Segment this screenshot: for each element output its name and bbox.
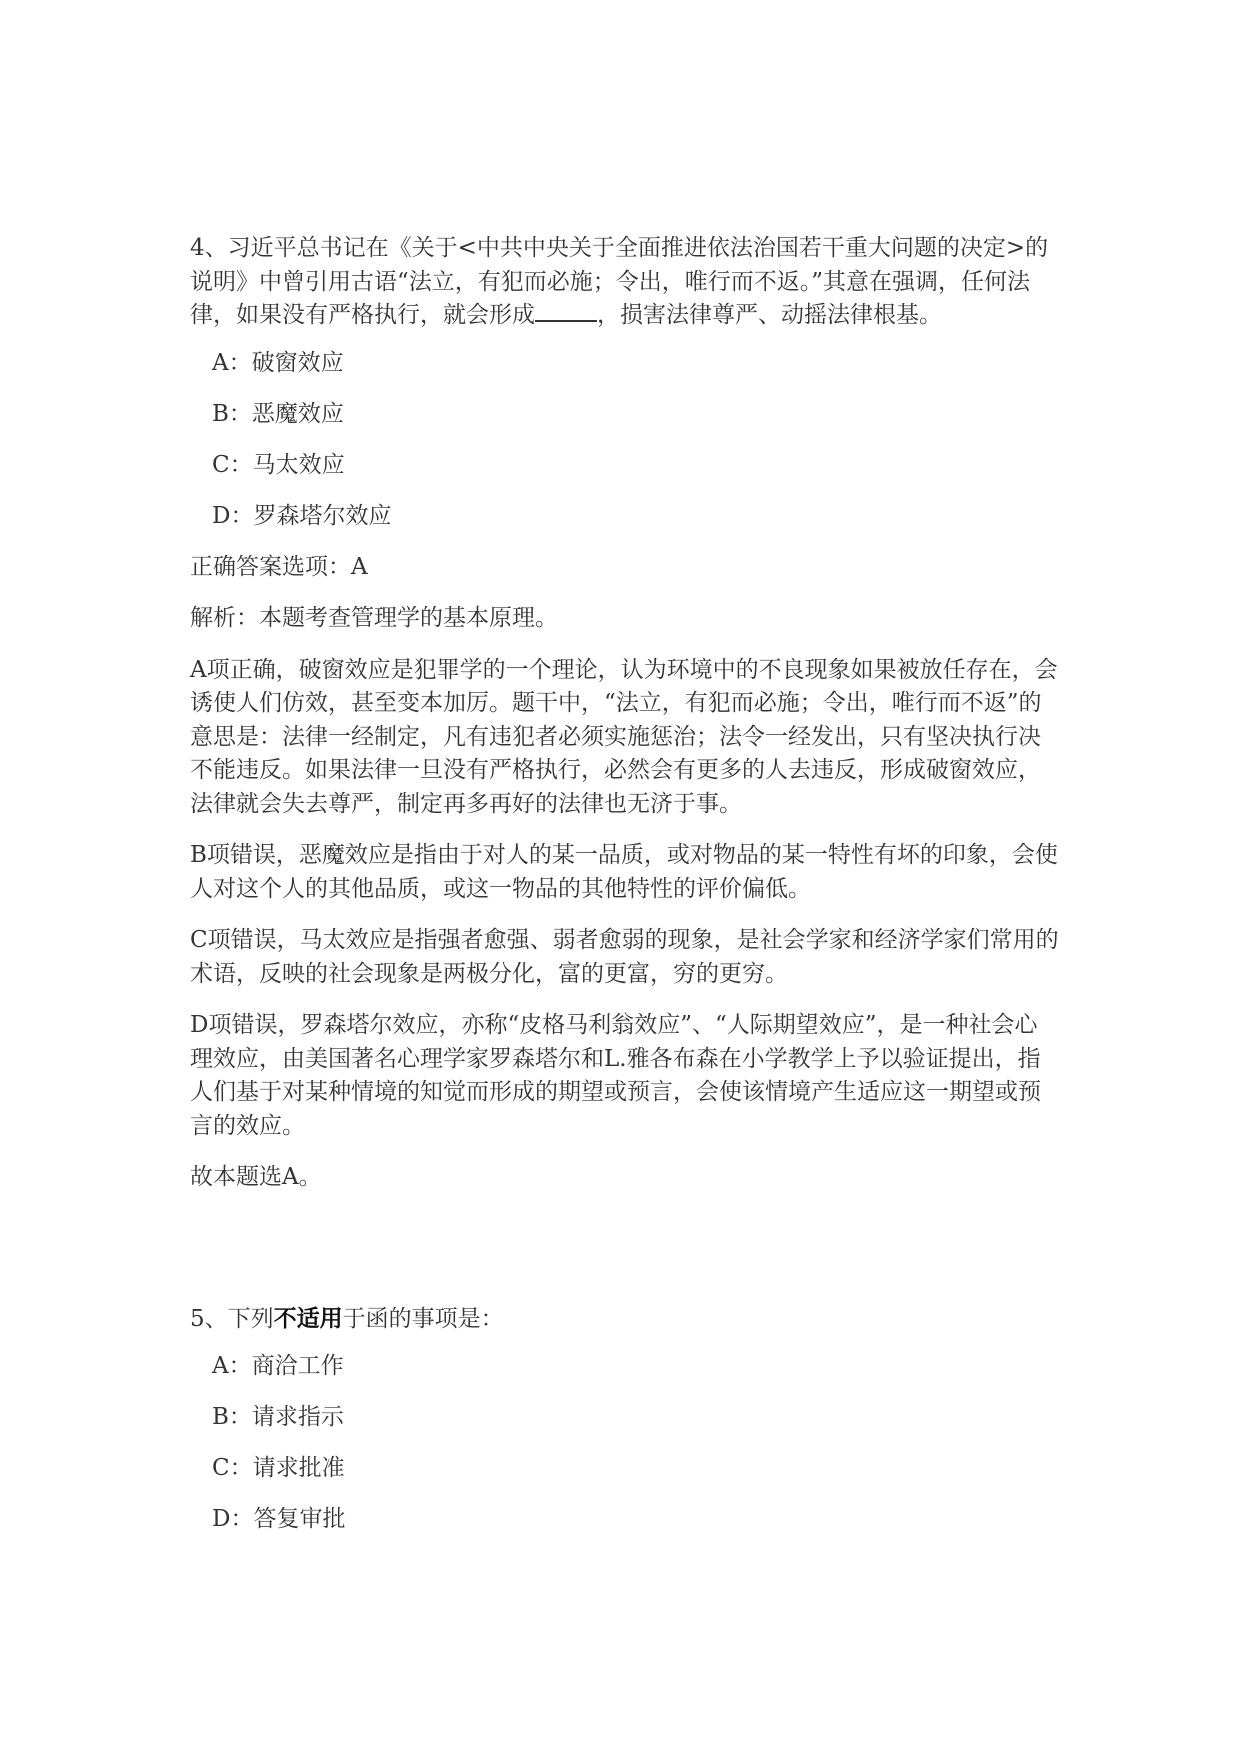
question-number: 4、 — [190, 235, 228, 261]
conclusion: 故本题选A。 — [190, 1164, 322, 1190]
option-text: 罗森塔尔效应 — [253, 502, 392, 529]
option-b: B：请求指示 — [212, 1404, 344, 1430]
option-text: 恶魔效应 — [251, 400, 344, 427]
option-b: B：恶魔效应 — [212, 400, 344, 427]
document-page — [190, 232, 1060, 1554]
option-text: 马太效应 — [252, 451, 345, 478]
stem-text-after-blank: ，损害法律尊严、动摇法律根基。 — [597, 302, 942, 328]
option-a: A：商洽工作 — [212, 1353, 344, 1379]
option-text: 破窗效应 — [251, 349, 344, 376]
option-c: C：请求批准 — [212, 1455, 345, 1481]
analysis-option-c: C项错误，马太效应是指强者愈强、弱者愈弱的现象，是社会学家和经济学家们常用的术语，反映的社会现象是两极分化，富的更富，穷的更穷。 — [190, 927, 1059, 987]
option-text: 商洽工作 — [251, 1353, 344, 1379]
option-text: 请求指示 — [251, 1404, 344, 1430]
option-d: D：答复审批 — [212, 1506, 346, 1532]
question-4-stem — [190, 232, 1060, 333]
stem-text-before-blank: 习近平总书记在《关于<中共中央关于全面推进依法治国若干重大问题的决定>的说明》中曾引用古语“法立，有犯而必施；令出，唯行而不返。”其意在强调，任何法律，如果没有严格执行，就会形成 — [190, 235, 1049, 328]
question-5 — [190, 1303, 1060, 1537]
option-text: 答复审批 — [253, 1506, 346, 1532]
option-c: C：马太效应 — [212, 451, 345, 478]
correct-answer: 正确答案选项：A — [190, 553, 368, 580]
analysis-option-d: D项错误，罗森塔尔效应，亦称“皮格马利翁效应”、“人际期望效应”，是一种社会心理效应，由美国著名心理学家罗森塔尔和L.雅各布森在小学教学上予以验证提出，指人们基于对某种情境的知觉而形成的期望或预言，会使该情境产生适应这一期望或预言的效应。 — [190, 1012, 1041, 1139]
analysis-option-b: B项错误，恶魔效应是指由于对人的某一品质，或对物品的某一特性有坏的印象，会使人对这个人的其他品质，或这一物品的其他特性的评价偏低。 — [190, 842, 1058, 902]
fill-in-blank — [535, 300, 597, 322]
question-5-stem: 5、下列不适用于函的事项是： — [190, 1305, 504, 1332]
analysis-intro: 解析：本题考查管理学的基本原理。 — [190, 605, 558, 631]
analysis-option-a: A项正确，破窗效应是犯罪学的一个理论，认为环境中的不良现象如果被放任存在，会诱使人们仿效，甚至变本加厉。题干中，“法立，有犯而必施；令出，唯行而不返”的意思是：法律一经制定，凡有违犯者必须实施惩治；法令一经发出，只有坚决执行决不能违反。如果法律一旦没有严格执行，必然会有更多的人去违反，形成破窗效应，法律就会失去尊严，制定再多再好的法律也无济于事。 — [190, 656, 1058, 817]
question-4 — [190, 232, 1060, 1195]
question-number: 5、 — [190, 1305, 228, 1332]
option-text: 请求批准 — [252, 1455, 345, 1481]
stem-keyword: 不适用 — [273, 1305, 343, 1332]
option-d: D：罗森塔尔效应 — [212, 502, 392, 529]
option-a: A：破窗效应 — [212, 349, 344, 376]
